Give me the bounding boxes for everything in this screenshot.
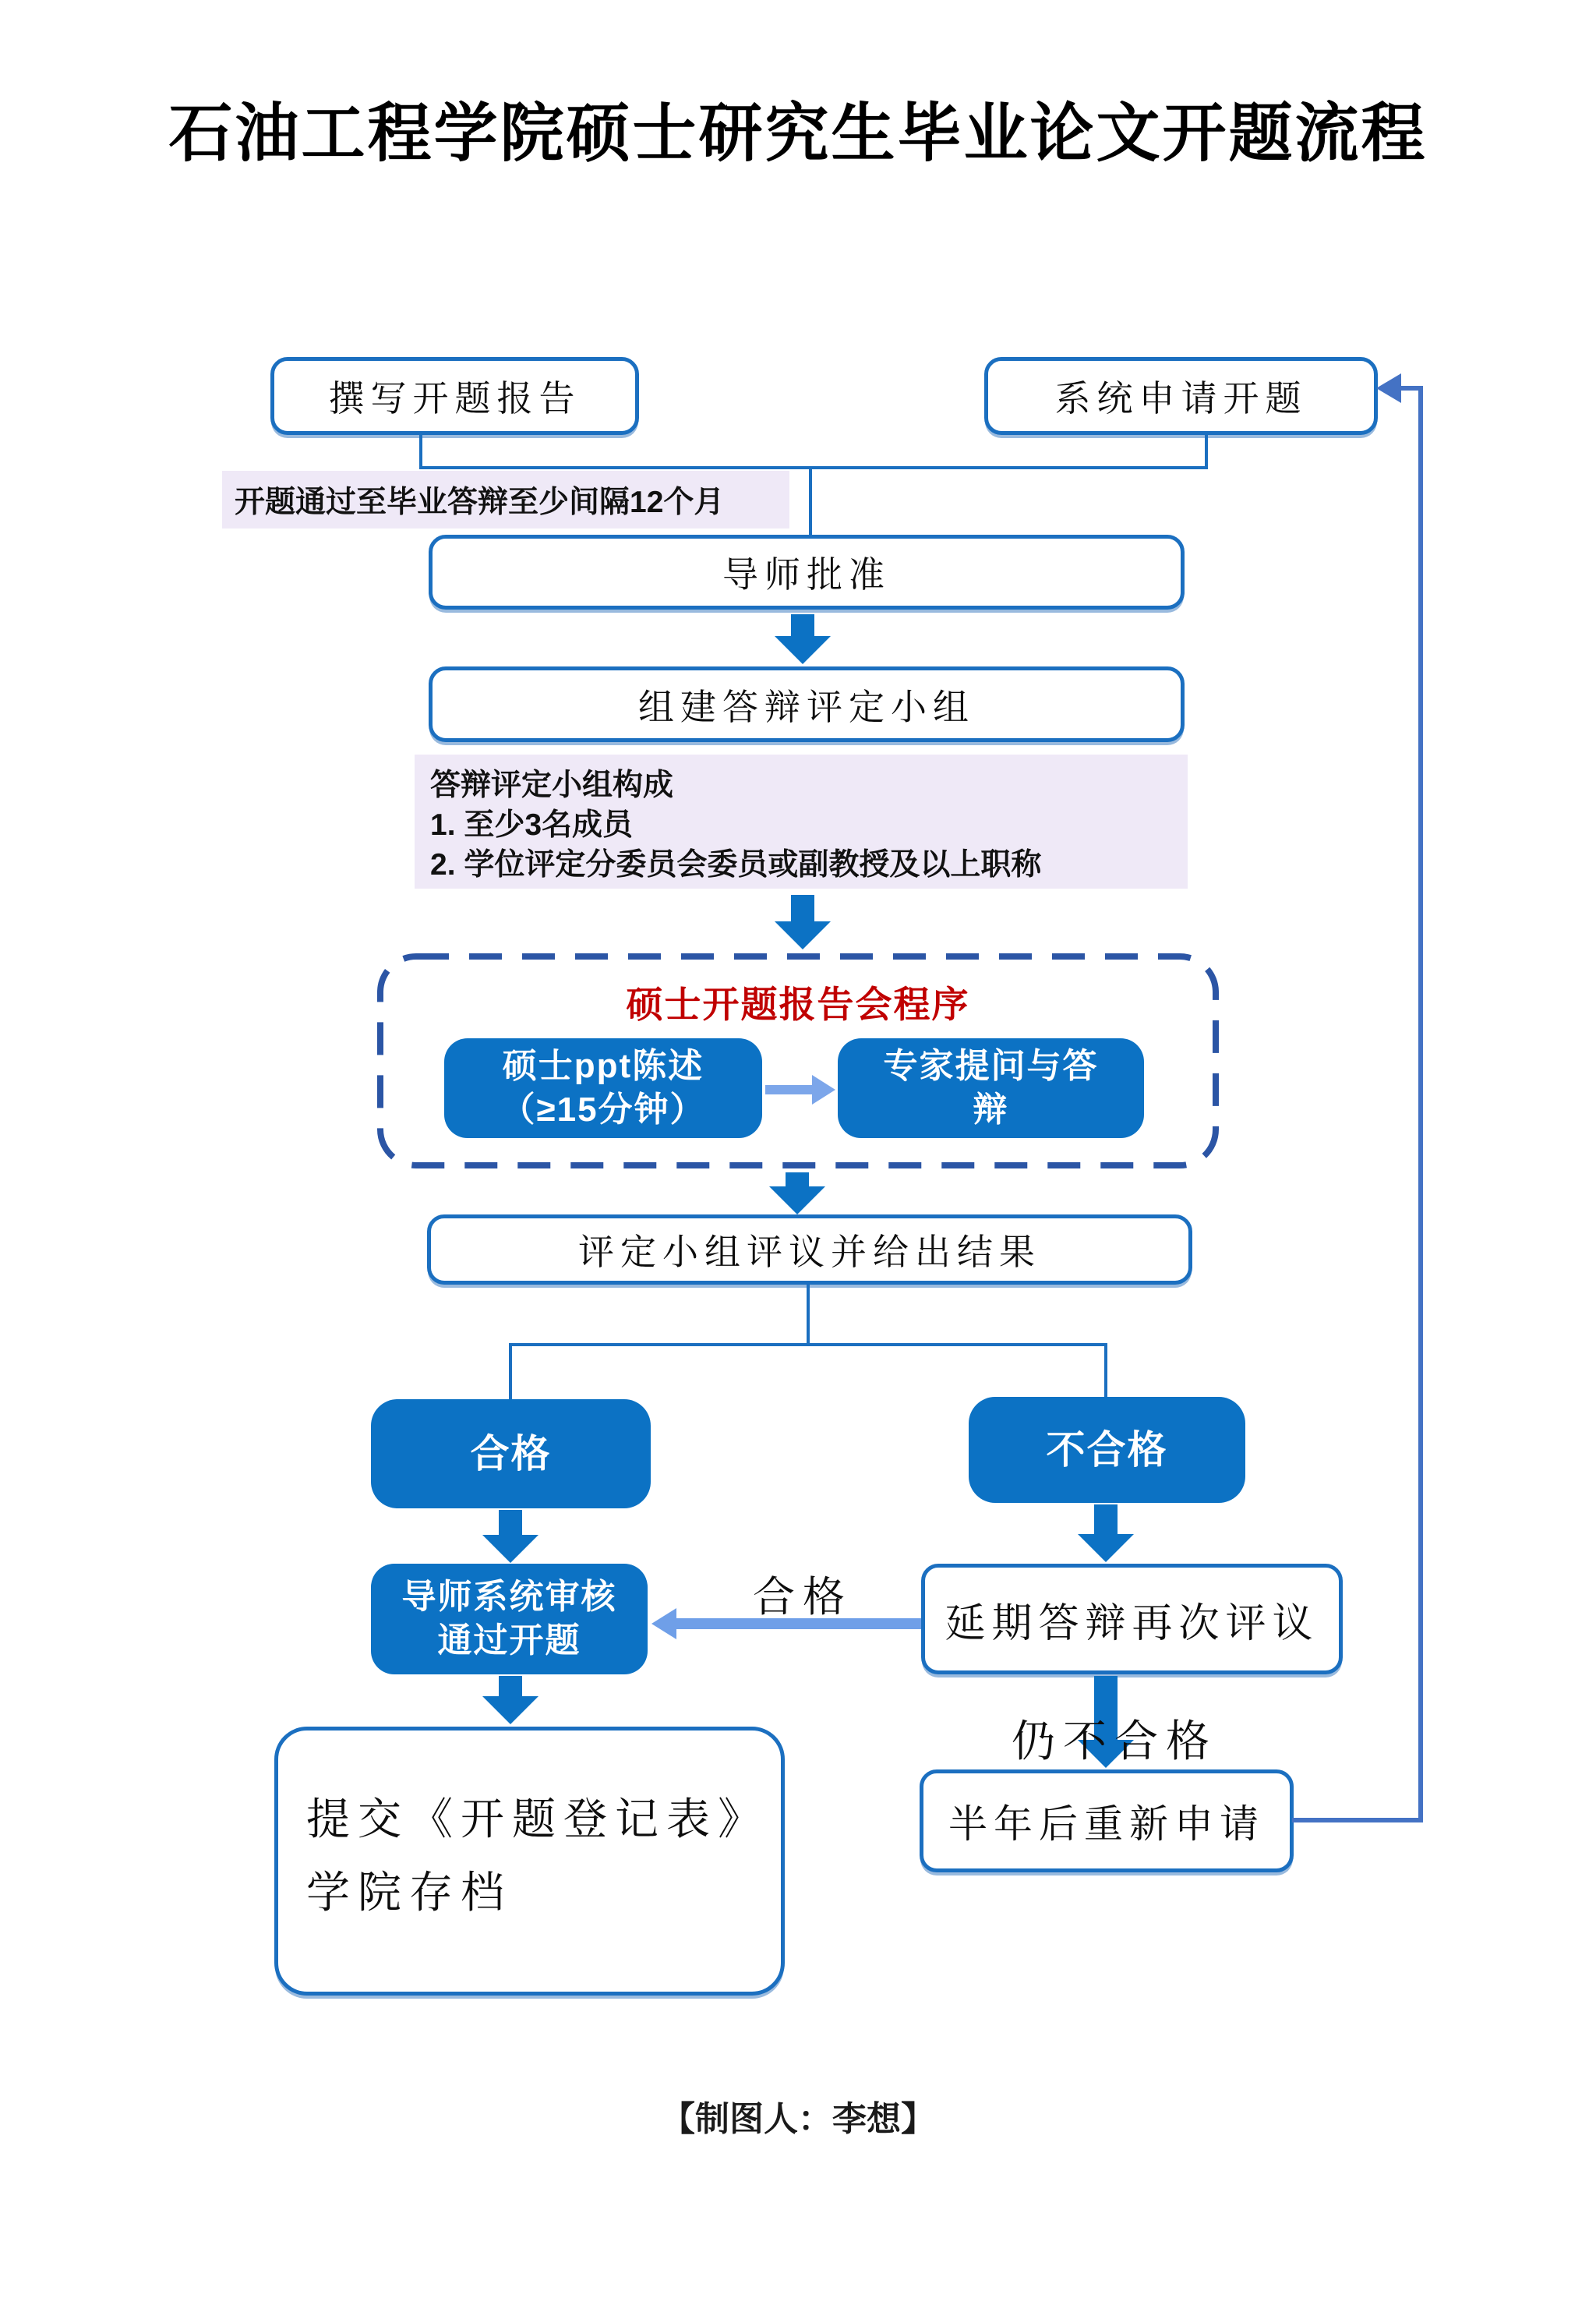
node-pass <box>371 1399 651 1508</box>
node-ppt-presentation <box>444 1038 762 1138</box>
arrow-head <box>1078 1534 1134 1562</box>
node-ppt-line1: 硕士ppt陈述 <box>502 1047 704 1085</box>
note-committee <box>415 755 1188 889</box>
node-supervisor-system-check <box>371 1564 648 1674</box>
arrow-head <box>775 636 831 664</box>
feedback-line-top <box>1400 386 1421 391</box>
connector-apply-down <box>1205 433 1208 469</box>
note-committee-item2: 2. 学位评定分委员会委员或副教授及以上职称 <box>430 848 1042 882</box>
node-fail <box>969 1397 1245 1503</box>
caption: 【制图人：李想】 <box>661 2100 935 2138</box>
note-interval <box>222 471 789 529</box>
node-write-proposal-label: 撰写开题报告 <box>328 379 581 419</box>
node-system-apply <box>984 357 1378 435</box>
arrow-head <box>482 1696 538 1724</box>
down-arrow-icon <box>1078 1504 1134 1562</box>
right-arrow-icon <box>765 1074 835 1105</box>
connector-merge-down <box>809 466 812 536</box>
arrow-head <box>651 1608 676 1639</box>
node-ppt-line2: （≥15分钟） <box>500 1091 706 1129</box>
arrow-head <box>769 1186 825 1214</box>
node-fail-label: 不合格 <box>1046 1428 1168 1472</box>
down-arrow-icon <box>775 614 831 664</box>
node-archive-form-label: 提交《开题登记表》学院存档 <box>306 1796 747 1918</box>
feedback-arrow-head-icon <box>1376 373 1401 403</box>
feedback-line-bottom <box>1292 1818 1421 1822</box>
node-system-apply-label: 系统申请开题 <box>1054 379 1308 419</box>
node-supervisor-approve-label: 导师批准 <box>722 555 891 595</box>
connector-review-down <box>807 1283 810 1346</box>
node-expert-qa-line1: 专家提问与答 <box>883 1047 1099 1085</box>
connector-branch-left <box>509 1343 512 1401</box>
page-title: 石油工程学院硕士研究生毕业论文开题流程 <box>168 98 1428 169</box>
node-write-proposal <box>270 357 639 435</box>
arrow-shaft <box>499 1510 522 1538</box>
down-arrow-icon <box>775 895 831 949</box>
note-committee-title: 答辩评定小组构成 <box>430 769 674 802</box>
note-committee-item1: 1. 至少3名成员 <box>430 808 634 842</box>
connector-write-down <box>419 433 422 469</box>
down-arrow-icon <box>482 1510 538 1563</box>
arrow-head <box>775 921 831 949</box>
node-form-committee <box>429 666 1185 742</box>
connector-branch-right <box>1104 1343 1107 1398</box>
node-delayed-defense-label: 延期答辩再次评议 <box>945 1601 1319 1646</box>
down-arrow-icon <box>482 1676 538 1724</box>
connector-merge-horizontal <box>419 466 1208 469</box>
arrow-shaft <box>791 895 814 924</box>
arrow-head <box>812 1075 835 1105</box>
node-form-committee-label: 组建答辩评定小组 <box>638 687 975 727</box>
arrow-shaft <box>765 1085 814 1094</box>
arrow-shaft <box>1094 1504 1118 1537</box>
down-arrow-icon <box>769 1172 825 1214</box>
node-reapply-label: 半年后重新申请 <box>948 1802 1265 1846</box>
node-expert-qa-line2: 辩 <box>973 1091 1009 1129</box>
edge-label-pass: 合格 <box>753 1574 853 1621</box>
meeting-title: 硕士开题报告会程序 <box>626 984 970 1025</box>
node-committee-review-label: 评定小组评议并给出结果 <box>578 1232 1041 1272</box>
node-committee-review <box>427 1214 1192 1285</box>
connector-branch-horizontal <box>509 1343 1107 1346</box>
note-interval-text: 开题通过至毕业答辩至少间隔12个月 <box>235 486 725 519</box>
node-supervisor-system-check-line1: 导师系统审核 <box>401 1578 617 1616</box>
node-expert-qa <box>838 1038 1144 1138</box>
node-archive-form <box>274 1727 785 1996</box>
feedback-line-vertical <box>1418 386 1423 1822</box>
node-reapply <box>920 1769 1294 1872</box>
node-delayed-defense <box>921 1564 1343 1674</box>
arrow-head <box>482 1535 538 1563</box>
edge-label-still-fail: 仍不合格 <box>1012 1718 1217 1766</box>
node-pass-label: 合格 <box>470 1432 552 1476</box>
node-supervisor-system-check-line2: 通过开题 <box>437 1621 581 1660</box>
node-supervisor-approve <box>429 535 1185 610</box>
